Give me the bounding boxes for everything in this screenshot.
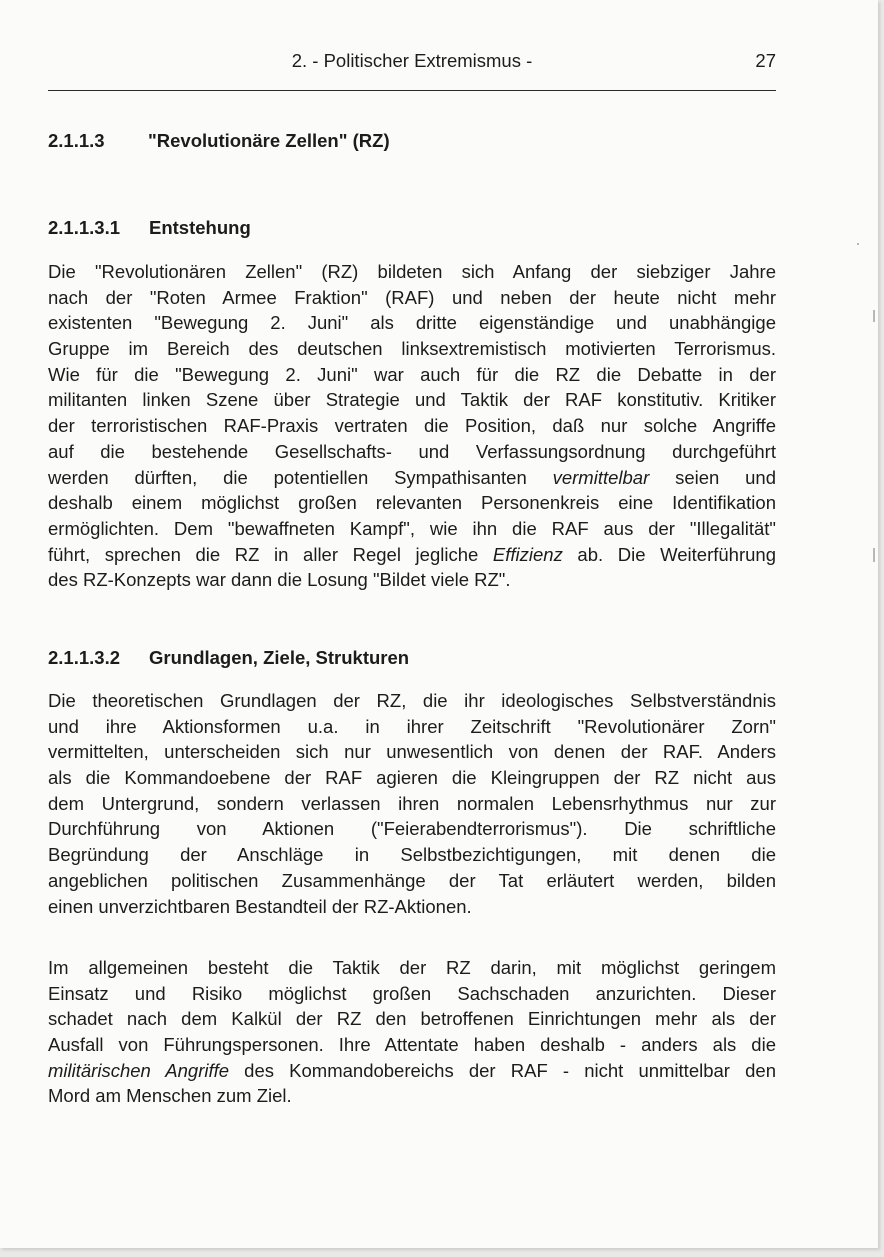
text-line: Gruppe im Bereich des deutschen linksextremistisch motivierten Terrorismus. bbox=[48, 338, 776, 360]
text-line: Die "Revolutionären Zellen" (RZ) bildeten sich Anfang der siebziger Jahre bbox=[48, 261, 776, 282]
subsection-heading-grundlagen bbox=[48, 647, 409, 669]
subsection-title: Grundlagen, Ziele, Strukturen bbox=[149, 647, 410, 668]
text-line: Wie für die "Bewegung 2. Juni" war auch für die RZ die Debatte in der bbox=[48, 363, 776, 385]
paragraph-entstehung bbox=[48, 259, 776, 593]
text-line: als die Kommandoebene der RAF agieren die Kleingruppen der RZ nicht aus bbox=[48, 767, 776, 789]
page-header bbox=[48, 50, 776, 74]
text-line: vermittelten, unterscheiden sich nur unwesentlich von denen der RAF. Anders bbox=[48, 741, 776, 763]
text-line: der terroristischen RAF-Praxis vertraten die Position, daß nur solche Angriffe bbox=[48, 415, 776, 437]
section-heading bbox=[48, 130, 390, 152]
text-run: des Kommandobereichs der RAF - nicht unmittelbar den bbox=[229, 1059, 776, 1081]
text-line bbox=[48, 542, 776, 568]
scan-margin-mark bbox=[873, 548, 875, 562]
text-line: dem Untergrund, sondern verlassen ihren normalen Lebensrhythmus nur zur bbox=[48, 792, 776, 814]
text-run: führt, sprechen die RZ in aller Regel jegliche bbox=[48, 543, 493, 565]
scan-speck bbox=[857, 243, 859, 245]
text-line: Ausfall von Führungspersonen. Ihre Attentate haben deshalb - anders als die bbox=[48, 1034, 776, 1056]
page-number: 27 bbox=[755, 50, 776, 71]
text-line: und ihre Aktionsformen u.a. in ihrer Zeitschrift "Revolutionärer Zorn" bbox=[48, 715, 776, 737]
subsection-title: Entstehung bbox=[149, 217, 251, 238]
italic-term: vermittelbar bbox=[552, 466, 650, 488]
text-line: existenten "Bewegung 2. Juni" als dritte eigenständige und unabhängige bbox=[48, 312, 776, 334]
text-line: Im allgemeinen besteht die Taktik der RZ darin, mit möglichst geringem bbox=[48, 957, 776, 978]
text-line: schadet nach dem Kalkül der RZ den betroffenen Einrichtungen mehr als der bbox=[48, 1008, 776, 1030]
text-run: ab. Die Weiterführung bbox=[562, 543, 776, 565]
text-line: des RZ-Konzepts war dann die Losung "Bildet viele RZ". bbox=[48, 569, 511, 591]
text-line bbox=[48, 465, 776, 491]
header-rule bbox=[48, 90, 776, 91]
paragraph-taktik bbox=[48, 955, 776, 1109]
text-line: militanten linken Szene über Strategie und Taktik der RAF konstitutiv. Kritiker bbox=[48, 389, 776, 411]
text-line: nach der "Roten Armee Fraktion" (RAF) und neben der heute nicht mehr bbox=[48, 286, 776, 308]
text-line: einen unverzichtbaren Bestandteil der RZ-Aktionen. bbox=[48, 895, 472, 917]
running-title: 2. - Politischer Extremismus - bbox=[291, 50, 533, 71]
subsection-heading-entstehung bbox=[48, 217, 251, 239]
text-line: Die theoretischen Grundlagen der RZ, die ihr ideologisches Selbstverständnis bbox=[48, 690, 776, 711]
subsection-number: 2.1.1.3.1 bbox=[48, 217, 121, 238]
italic-term: Effizienz bbox=[492, 543, 563, 565]
text-line: ermöglichten. Dem "bewaffneten Kampf", wie ihn die RAF aus der "Illegalität" bbox=[48, 517, 776, 539]
text-line: angeblichen politischen Zusammenhänge der Tat erläutert werden, bilden bbox=[48, 869, 776, 891]
section-title: "Revolutionäre Zellen" (RZ) bbox=[148, 130, 390, 151]
scan-margin-mark bbox=[873, 310, 875, 322]
text-line: Einsatz und Risiko möglichst großen Sachschaden anzurichten. Dieser bbox=[48, 982, 776, 1004]
text-line: Mord am Menschen zum Ziel. bbox=[48, 1085, 292, 1107]
text-line bbox=[48, 1058, 776, 1084]
italic-term: militärischen Angriffe bbox=[48, 1059, 230, 1081]
text-run: werden dürften, die potentiellen Sympathisanten bbox=[48, 466, 553, 488]
paragraph-grundlagen bbox=[48, 688, 776, 919]
text-line: deshalb einem möglichst großen relevanten Personenkreis eine Identifikation bbox=[48, 492, 776, 514]
text-run: seien und bbox=[649, 466, 777, 488]
text-line: Durchführung von Aktionen ("Feierabendterrorismus"). Die schriftliche bbox=[48, 818, 776, 840]
text-line: auf die bestehende Gesellschafts- und Verfassungsordnung durchgeführt bbox=[48, 440, 776, 462]
text-line: Begründung der Anschläge in Selbstbezichtigungen, mit denen die bbox=[48, 844, 776, 866]
subsection-number: 2.1.1.3.2 bbox=[48, 647, 121, 668]
section-number: 2.1.1.3 bbox=[48, 130, 105, 151]
